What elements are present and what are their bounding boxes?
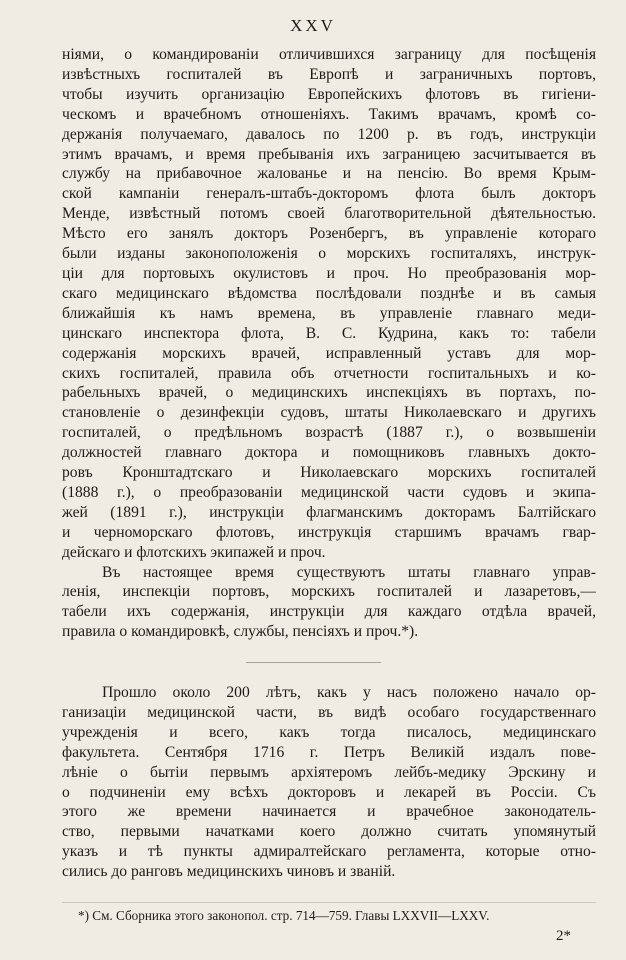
text-line: ской кампаніи генералъ-штабъ-докторомъ флота былъ докторъ [62, 185, 596, 203]
text-line: ближайшія къ намъ времена, въ управленіе главнаго меди- [62, 304, 596, 322]
main-text-block [62, 45, 596, 642]
text-line: скихъ госпиталей, правила объ отчетности госпитальныхъ и ко- [62, 364, 596, 382]
text-line: службу на прибавочное жалованье и на пенсію. Во время Крым- [62, 165, 596, 183]
text-line: извѣстныхъ госпиталей въ Европѣ и заграничныхъ портовъ, [62, 65, 596, 83]
second-text-block [62, 683, 596, 882]
footnote-rule [62, 902, 596, 903]
text-line: Въ настоящее время существуютъ штаты главнаго управ- [102, 563, 596, 581]
text-line: правила о командировкѣ, службы, пенсіяхъ и проч.*). [62, 623, 419, 641]
text-line: табели ихъ содержанія, инструкціи для каждаго отдѣла врачей, [62, 603, 596, 621]
text-line: этого же времени начинается и врачебное законодатель- [62, 803, 596, 821]
text-line: ство, первыми начатками коего должно считать упомянутый [62, 823, 596, 841]
page-number: XXV [290, 16, 336, 35]
text-line: (1888 г.), о преобразованіи медицинской части судовъ и экипа- [62, 483, 596, 501]
text-line: лѣніе о бытіи первымъ архіятеромъ лейбъ-медику Эрскину и [62, 763, 596, 781]
text-line: должностей главнаго доктора и помощниковъ главныхъ докто- [62, 444, 596, 462]
text-line: ческомъ и врачебномъ отношеніяхъ. Такимъ врачамъ, кромѣ со- [62, 105, 596, 123]
text-line: становленіе о дезинфекціи судовъ, штаты Николаевскаго и другихъ [62, 404, 596, 422]
text-line: факультета. Сентября 1716 г. Петръ Великій издалъ пове- [62, 743, 596, 761]
footnote: *) См. Сборника этого законопол. стр. 714—759. Главы LXXVII—LXXV. [78, 908, 490, 923]
text-line: ленія, инспекціи портовъ, морскихъ госпиталей и лазаретовъ,— [62, 583, 596, 601]
text-line: ровъ Кронштадтскаго и Николаевскаго морскихъ госпиталей [62, 464, 596, 482]
text-line: содержанія морскихъ врачей, исправленный уставъ для мор- [62, 344, 596, 362]
text-line: рабельныхъ врачей, о медицинскихъ инспекціяхъ въ портахъ, по- [62, 384, 596, 402]
text-line: ганизаціи медицинской части, въ видѣ особаго государственнаго [62, 703, 596, 721]
text-line: были изданы законоположенія о морскихъ госпиталяхъ, инструк- [62, 245, 596, 263]
text-line: чтобы изучить организацію Европейскихъ флотовъ въ гигіени- [62, 85, 596, 103]
text-line: держанія получаемаго, давалось по 1200 р. въ годъ, инструкціи [62, 125, 596, 143]
text-line: учрежденія и всего, какъ тогда писалось, медицинскаго [62, 723, 596, 741]
text-line: этимъ врачамъ, и время пребыванія ихъ заграницею засчитывается въ [62, 145, 596, 163]
text-line: Мѣсто его занялъ докторъ Розенбергъ, въ управленіе котораго [62, 225, 596, 243]
text-line: Менде, извѣстный потомъ своей благотворительной дѣятельностью. [62, 205, 596, 223]
text-line: о подчиненіи ему всѣхъ докторовъ и лекарей въ Россіи. Съ [62, 783, 596, 801]
signature-mark: 2* [556, 928, 571, 944]
text-line: сились до ранговъ медицинскихъ чиновъ и званій. [62, 863, 396, 881]
text-line: указъ и тѣ пункты адмиралтейскаго регламента, которые отно- [62, 843, 596, 861]
text-line: ніями, о командированіи отличившихся заграницу для посѣщенія [62, 46, 596, 63]
text-line: дейскаго и флотскихъ экипажей и проч. [62, 543, 326, 561]
text-line: жей (1891 г.), инструкціи флагманскимъ докторамъ Балтійскаго [62, 503, 596, 521]
text-line: и черноморскаго флотовъ, инструкція старшимъ врачамъ гвар- [62, 523, 596, 541]
text-line: скаго медицинскаго вѣдомства послѣдовали позднѣе и въ самыя [62, 284, 596, 302]
text-line: цинскаго инспектора флота, В. С. Кудрина, какъ то: табели [62, 324, 596, 342]
text-line: госпиталей, о предѣльномъ возрастѣ (1887 г.), о возвышеніи [62, 424, 596, 442]
text-line: ціи для портовыхъ окулистовъ и проч. Но преобразованія мор- [62, 264, 596, 282]
text-line: Прошло около 200 лѣтъ, какъ у насъ положено начало ор- [102, 684, 596, 701]
section-separator [246, 662, 381, 663]
